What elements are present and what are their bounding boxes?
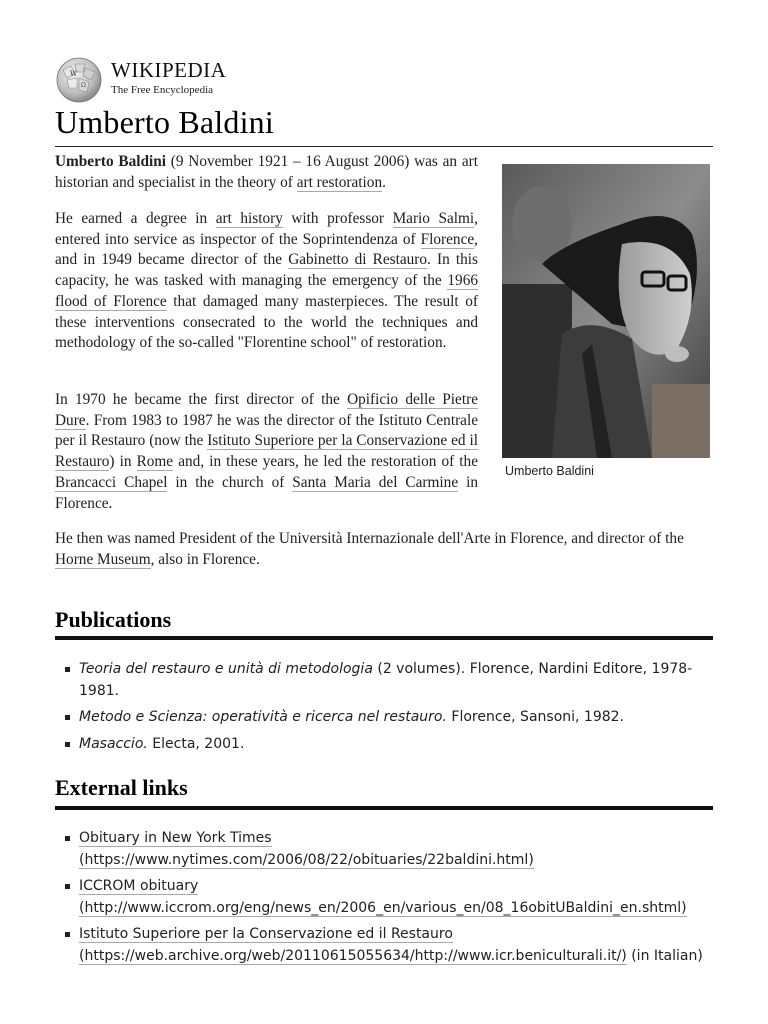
- external-link-nytimes[interactable]: Obituary in New York Times (https://www.nytimes.com/2006/08/22/obituaries/22baldini.html): [79, 830, 534, 868]
- wikipedia-wordmark: WIKIPEDIA: [111, 58, 227, 82]
- list-item: [55, 734, 715, 756]
- infobox-caption: Umberto Baldini: [505, 464, 594, 478]
- lead-text: .: [382, 173, 386, 191]
- paragraph-education: [55, 209, 478, 354]
- link-mario-salmi[interactable]: Mario Salmi: [392, 210, 475, 227]
- paragraph-career: [55, 390, 478, 514]
- wikipedia-tagline: The Free Encyclopedia: [111, 84, 214, 96]
- text: , and in 1949 became director of the: [55, 230, 478, 269]
- wikipedia-globe-logo[interactable]: [55, 56, 103, 104]
- text: In 1970 he became the first director of the: [55, 391, 348, 408]
- section-divider: [55, 806, 713, 810]
- text: in Florence.: [55, 473, 478, 512]
- text: He then was named President of the Università Internazionale dell'Arte in Florence, and director of the: [55, 530, 684, 547]
- text: in the church of: [167, 473, 293, 491]
- svg-text:W: W: [70, 70, 78, 78]
- language-note: (in Italian): [626, 947, 703, 964]
- publication-title: Teoria del restauro e unità di metodologia: [79, 661, 373, 677]
- list-item: [55, 659, 715, 702]
- text: that damaged many masterpieces. The result of these interventions consecrated to the world the techniques and methodology of the so-called "Florentine school" of restoration.: [55, 292, 478, 352]
- text: . From 1983 to 1987 he was the director of the Istituto Centrale per il Restauro (now the: [55, 411, 478, 450]
- external-links-list: [55, 828, 715, 972]
- publication-title: Masaccio.: [79, 735, 148, 752]
- link-horne-museum[interactable]: Horne Museum: [55, 550, 151, 568]
- text: ) in: [109, 453, 137, 471]
- svg-text:Ω: Ω: [81, 82, 86, 89]
- publication-title: Metodo e Scienza: operatività e ricerca nel restauro.: [79, 709, 447, 725]
- publication-details: Florence, Sansoni, 1982.: [446, 709, 624, 725]
- list-item: [55, 828, 715, 871]
- page-title: Umberto Baldini: [55, 104, 274, 140]
- section-heading-external-links: External links: [55, 775, 188, 800]
- link-santa-maria-del-carmine[interactable]: Santa Maria del Carmine: [292, 473, 459, 491]
- subject-name: Umberto Baldini: [55, 153, 167, 170]
- text: , also in Florence.: [150, 550, 260, 568]
- link-istituto-superiore[interactable]: Istituto Superiore per la Conservazione ed il Restauro: [55, 432, 478, 471]
- title-divider: [55, 146, 713, 147]
- site-header[interactable]: [55, 56, 455, 106]
- link-art-restoration[interactable]: art restoration: [296, 173, 383, 191]
- paragraph-presidency: [55, 529, 714, 570]
- link-art-history[interactable]: art history: [215, 210, 283, 227]
- text: , entered into service as inspector of the Soprintendenza of: [55, 210, 478, 248]
- section-heading-publications: Publications: [55, 607, 172, 632]
- lead-paragraph: [55, 152, 478, 193]
- link-gabinetto-di-restauro[interactable]: Gabinetto di Restauro: [288, 251, 428, 269]
- link-opificio[interactable]: Opificio delle Pietre Dure: [55, 391, 478, 429]
- external-link-icr[interactable]: Istituto Superiore per la Conservazione ed il Restauro (https://web.archive.org/web/20110615055634/http://www.icr.beniculturali.it/): [79, 926, 627, 964]
- list-item: [55, 876, 715, 919]
- external-link-iccrom[interactable]: ICCROM obituary (http://www.iccrom.org/eng/news_en/2006_en/various_en/08_16obitUBaldini_en.shtml): [79, 878, 687, 916]
- link-rome[interactable]: Rome: [136, 453, 174, 471]
- publication-details: Electa, 2001.: [147, 735, 245, 752]
- section-divider: [55, 636, 713, 640]
- text: . In this capacity, he was tasked with managing the emergency of the: [55, 251, 478, 290]
- portrait-photo[interactable]: [502, 164, 710, 458]
- publication-details: (2 volumes). Florence, Nardini Editore, 1978-1981.: [79, 661, 693, 699]
- publications-list: [55, 659, 715, 760]
- text: with professor: [282, 210, 393, 227]
- text: and, in these years, he led the restoration of the: [173, 453, 478, 471]
- list-item: [55, 924, 715, 967]
- list-item: [55, 707, 715, 729]
- link-brancacci-chapel[interactable]: Brancacci Chapel: [55, 473, 168, 491]
- link-1966-flood[interactable]: 1966 flood of Florence: [55, 272, 478, 310]
- lead-text: (9 November 1921 – 16 August 2006) was an art historian and specialist in the theory of: [55, 153, 478, 191]
- link-florence[interactable]: Florence: [420, 230, 475, 248]
- text: He earned a degree in: [55, 210, 216, 227]
